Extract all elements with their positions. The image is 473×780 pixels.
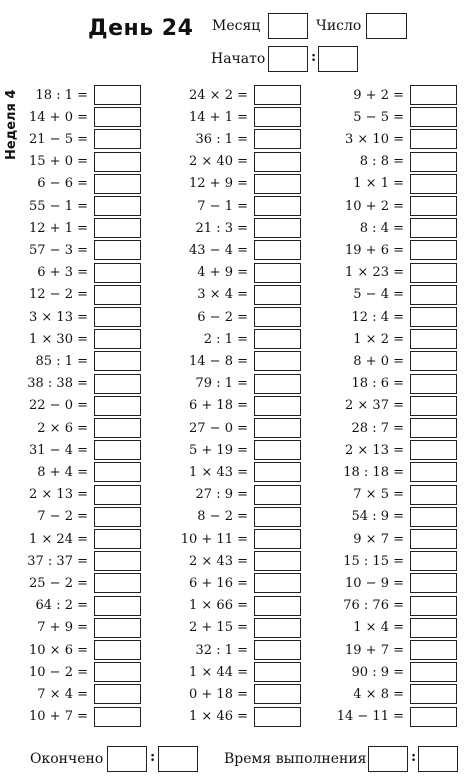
- problem-row: [318, 551, 457, 571]
- problem-row: [318, 684, 457, 704]
- answer-box[interactable]: [254, 85, 301, 105]
- answer-box[interactable]: [410, 396, 457, 416]
- answer-box[interactable]: [410, 618, 457, 638]
- answer-box[interactable]: [94, 440, 141, 460]
- problem-expression: 3 × 4 =: [197, 287, 248, 303]
- problem-row: [318, 240, 457, 260]
- problem-row: [318, 129, 457, 149]
- finished-label: Окончено: [30, 751, 104, 767]
- finished-hours-field[interactable]: [107, 746, 147, 772]
- problem-expression: 3 × 13 =: [29, 309, 88, 325]
- problem-expression: 31 − 4 =: [29, 442, 88, 458]
- problem-expression: 1 × 46 =: [189, 709, 248, 725]
- problem-expression: 22 − 0 =: [29, 398, 88, 414]
- answer-box[interactable]: [410, 307, 457, 327]
- answer-box[interactable]: [94, 129, 141, 149]
- problem-row: [162, 440, 301, 460]
- problem-expression: 90 : 9 =: [351, 664, 404, 680]
- problem-expression: 1 × 66 =: [189, 598, 248, 614]
- answer-box[interactable]: [254, 529, 301, 549]
- problem-row: [2, 529, 141, 549]
- problem-row: [2, 596, 141, 616]
- problem-row: [162, 596, 301, 616]
- problem-row: [318, 218, 457, 238]
- problem-expression: 6 + 16 =: [189, 575, 248, 591]
- answer-box[interactable]: [94, 485, 141, 505]
- problem-row: [162, 263, 301, 283]
- problem-expression: 85 : 1 =: [35, 353, 88, 369]
- problem-row: [162, 462, 301, 482]
- problem-expression: 25 − 2 =: [29, 575, 88, 591]
- problem-expression: 6 + 18 =: [189, 398, 248, 414]
- answer-box[interactable]: [410, 462, 457, 482]
- problem-expression: 1 × 24 =: [29, 531, 88, 547]
- problem-row: [318, 263, 457, 283]
- problem-row: [162, 351, 301, 371]
- problem-row: [162, 218, 301, 238]
- problem-expression: 19 + 6 =: [345, 242, 404, 258]
- answer-box[interactable]: [410, 418, 457, 438]
- answer-box[interactable]: [94, 374, 141, 394]
- problem-expression: 4 + 9 =: [197, 265, 248, 281]
- answer-box[interactable]: [94, 285, 141, 305]
- answer-box[interactable]: [254, 285, 301, 305]
- time-colon: :: [411, 749, 417, 765]
- date-field[interactable]: [366, 13, 407, 39]
- problem-row: [162, 329, 301, 349]
- problem-expression: 1 × 44 =: [189, 664, 248, 680]
- answer-box[interactable]: [254, 129, 301, 149]
- problem-row: [2, 573, 141, 593]
- problem-expression: 55 − 1 =: [29, 198, 88, 214]
- problem-expression: 1 × 2 =: [353, 331, 404, 347]
- problem-row: [318, 462, 457, 482]
- problem-expression: 12 : 4 =: [351, 309, 404, 325]
- answer-box[interactable]: [94, 396, 141, 416]
- answer-box[interactable]: [410, 196, 457, 216]
- problem-row: [2, 107, 141, 127]
- answer-box[interactable]: [254, 596, 301, 616]
- problem-expression: 5 − 5 =: [353, 109, 404, 125]
- problem-row: [318, 640, 457, 660]
- problem-expression: 14 − 8 =: [189, 353, 248, 369]
- answer-box[interactable]: [94, 85, 141, 105]
- problem-expression: 24 × 2 =: [189, 87, 248, 103]
- answer-box[interactable]: [94, 507, 141, 527]
- problem-expression: 12 + 1 =: [29, 220, 88, 236]
- answer-box[interactable]: [254, 307, 301, 327]
- answer-box[interactable]: [410, 707, 457, 727]
- problem-row: [318, 573, 457, 593]
- problem-expression: 15 : 15 =: [343, 553, 404, 569]
- problem-row: [162, 618, 301, 638]
- answer-box[interactable]: [410, 485, 457, 505]
- problem-expression: 8 − 2 =: [197, 509, 248, 525]
- answer-box[interactable]: [94, 573, 141, 593]
- problem-row: [162, 240, 301, 260]
- problem-row: [318, 351, 457, 371]
- problem-expression: 9 + 2 =: [353, 87, 404, 103]
- problem-row: [162, 551, 301, 571]
- problem-expression: 27 − 0 =: [189, 420, 248, 436]
- problem-row: [2, 218, 141, 238]
- started-minutes-field[interactable]: [318, 46, 358, 72]
- problem-row: [318, 529, 457, 549]
- problem-expression: 3 × 10 =: [345, 131, 404, 147]
- answer-box[interactable]: [410, 329, 457, 349]
- problem-row: [162, 129, 301, 149]
- problem-row: [162, 396, 301, 416]
- problem-expression: 1 × 4 =: [353, 620, 404, 636]
- answer-box[interactable]: [410, 440, 457, 460]
- problem-row: [318, 440, 457, 460]
- answer-box[interactable]: [254, 462, 301, 482]
- answer-box[interactable]: [410, 662, 457, 682]
- answer-box[interactable]: [254, 396, 301, 416]
- answer-box[interactable]: [410, 285, 457, 305]
- problem-expression: 1 × 43 =: [189, 464, 248, 480]
- problem-row: [2, 129, 141, 149]
- answer-box[interactable]: [94, 240, 141, 260]
- answer-box[interactable]: [94, 196, 141, 216]
- problem-expression: 4 × 8 =: [353, 686, 404, 702]
- problem-expression: 8 : 4 =: [359, 220, 404, 236]
- problem-expression: 10 − 2 =: [29, 664, 88, 680]
- problem-row: [318, 707, 457, 727]
- problem-row: [2, 462, 141, 482]
- date-label: Число: [316, 18, 362, 34]
- answer-box[interactable]: [254, 507, 301, 527]
- problem-row: [2, 662, 141, 682]
- problem-expression: 36 : 1 =: [195, 131, 248, 147]
- problem-expression: 6 − 2 =: [197, 309, 248, 325]
- problem-row: [318, 152, 457, 172]
- problem-expression: 37 : 37 =: [27, 553, 88, 569]
- problem-expression: 12 + 9 =: [189, 176, 248, 192]
- problem-expression: 8 + 4 =: [37, 464, 88, 480]
- answer-box[interactable]: [410, 374, 457, 394]
- problem-row: [318, 662, 457, 682]
- week-label: Неделя 4: [4, 89, 19, 160]
- answer-box[interactable]: [410, 107, 457, 127]
- answer-box[interactable]: [94, 263, 141, 283]
- answer-box[interactable]: [94, 707, 141, 727]
- answer-box[interactable]: [410, 684, 457, 704]
- problem-row: [162, 174, 301, 194]
- answer-box[interactable]: [410, 240, 457, 260]
- problem-row: [2, 507, 141, 527]
- answer-box[interactable]: [94, 107, 141, 127]
- problem-expression: 18 : 1 =: [35, 87, 88, 103]
- problem-row: [162, 662, 301, 682]
- answer-box[interactable]: [410, 152, 457, 172]
- problem-row: [318, 507, 457, 527]
- problem-row: [318, 85, 457, 105]
- month-field[interactable]: [268, 13, 308, 39]
- problem-row: [2, 196, 141, 216]
- problem-row: [162, 285, 301, 305]
- problem-expression: 12 − 2 =: [29, 287, 88, 303]
- answer-box[interactable]: [254, 174, 301, 194]
- problem-expression: 15 + 0 =: [29, 154, 88, 170]
- answer-box[interactable]: [254, 107, 301, 127]
- problem-expression: 2 × 37 =: [345, 398, 404, 414]
- problem-row: [2, 707, 141, 727]
- page-title: День 24: [88, 16, 194, 41]
- problem-expression: 2 : 1 =: [203, 331, 248, 347]
- finished-colon: :: [150, 749, 156, 765]
- answer-box[interactable]: [94, 462, 141, 482]
- problem-row: [162, 196, 301, 216]
- answer-box[interactable]: [94, 684, 141, 704]
- answer-box[interactable]: [410, 529, 457, 549]
- answer-box[interactable]: [254, 329, 301, 349]
- problem-expression: 9 × 7 =: [353, 531, 404, 547]
- problem-expression: 2 + 15 =: [189, 620, 248, 636]
- problem-expression: 10 + 7 =: [29, 709, 88, 725]
- problem-row: [2, 396, 141, 416]
- problem-expression: 1 × 23 =: [345, 265, 404, 281]
- problem-row: [2, 329, 141, 349]
- problem-row: [162, 640, 301, 660]
- answer-box[interactable]: [410, 263, 457, 283]
- answer-box[interactable]: [410, 218, 457, 238]
- problem-expression: 54 : 9 =: [351, 509, 404, 525]
- problem-expression: 7 − 2 =: [37, 509, 88, 525]
- answer-box[interactable]: [410, 85, 457, 105]
- time-hours-field[interactable]: [368, 746, 408, 772]
- problem-row: [2, 551, 141, 571]
- problem-row: [318, 107, 457, 127]
- answer-box[interactable]: [94, 174, 141, 194]
- problem-expression: 27 : 9 =: [195, 487, 248, 503]
- answer-box[interactable]: [410, 351, 457, 371]
- answer-box[interactable]: [254, 618, 301, 638]
- problem-expression: 7 × 5 =: [353, 487, 404, 503]
- problem-row: [318, 396, 457, 416]
- answer-box[interactable]: [410, 129, 457, 149]
- problem-row: [162, 374, 301, 394]
- problem-row: [318, 618, 457, 638]
- problem-row: [2, 85, 141, 105]
- problem-row: [2, 263, 141, 283]
- answer-box[interactable]: [410, 174, 457, 194]
- problem-row: [162, 507, 301, 527]
- answer-box[interactable]: [94, 596, 141, 616]
- problem-row: [2, 174, 141, 194]
- problem-expression: 18 : 6 =: [351, 376, 404, 392]
- problem-row: [162, 418, 301, 438]
- answer-box[interactable]: [254, 263, 301, 283]
- answer-box[interactable]: [94, 529, 141, 549]
- problem-expression: 7 × 4 =: [37, 686, 88, 702]
- answer-box[interactable]: [410, 596, 457, 616]
- problem-row: [2, 152, 141, 172]
- time-minutes-field[interactable]: [418, 746, 458, 772]
- answer-box[interactable]: [94, 351, 141, 371]
- month-label: Месяц: [212, 18, 261, 34]
- problem-row: [162, 85, 301, 105]
- problem-expression: 6 + 3 =: [37, 265, 88, 281]
- problem-row: [2, 240, 141, 260]
- problem-expression: 28 : 7 =: [351, 420, 404, 436]
- answer-box[interactable]: [94, 418, 141, 438]
- problem-row: [2, 418, 141, 438]
- problem-expression: 38 : 38 =: [27, 376, 88, 392]
- problem-row: [318, 374, 457, 394]
- answer-box[interactable]: [94, 662, 141, 682]
- problem-expression: 2 × 40 =: [189, 154, 248, 170]
- problem-expression: 2 × 43 =: [189, 553, 248, 569]
- problem-row: [162, 107, 301, 127]
- problem-row: [318, 596, 457, 616]
- answer-box[interactable]: [254, 551, 301, 571]
- problem-expression: 21 : 3 =: [195, 220, 248, 236]
- problem-row: [2, 618, 141, 638]
- answer-box[interactable]: [254, 196, 301, 216]
- answer-box[interactable]: [254, 240, 301, 260]
- answer-box[interactable]: [254, 707, 301, 727]
- problem-expression: 21 − 5 =: [29, 131, 88, 147]
- problem-expression: 2 × 13 =: [29, 487, 88, 503]
- problem-row: [2, 640, 141, 660]
- problem-expression: 14 + 1 =: [189, 109, 248, 125]
- problem-expression: 1 × 1 =: [353, 176, 404, 192]
- problem-row: [162, 684, 301, 704]
- problem-expression: 5 − 4 =: [353, 287, 404, 303]
- problem-expression: 5 + 19 =: [189, 442, 248, 458]
- answer-box[interactable]: [254, 640, 301, 660]
- answer-box[interactable]: [254, 440, 301, 460]
- problem-row: [318, 418, 457, 438]
- answer-box[interactable]: [254, 218, 301, 238]
- answer-box[interactable]: [94, 640, 141, 660]
- problem-row: [162, 152, 301, 172]
- started-label: Начато: [211, 51, 266, 67]
- problem-row: [318, 485, 457, 505]
- problem-expression: 10 − 9 =: [345, 575, 404, 591]
- answer-box[interactable]: [410, 640, 457, 660]
- answer-box[interactable]: [254, 351, 301, 371]
- problem-row: [2, 684, 141, 704]
- problem-row: [162, 529, 301, 549]
- problem-expression: 19 + 7 =: [345, 642, 404, 658]
- problem-expression: 32 : 1 =: [195, 642, 248, 658]
- problem-expression: 7 − 1 =: [197, 198, 248, 214]
- answer-box[interactable]: [410, 573, 457, 593]
- problem-row: [2, 307, 141, 327]
- problem-expression: 14 − 11 =: [336, 709, 404, 725]
- problem-expression: 8 + 0 =: [353, 353, 404, 369]
- problem-row: [318, 196, 457, 216]
- problem-expression: 0 + 18 =: [189, 686, 248, 702]
- answer-box[interactable]: [94, 618, 141, 638]
- answer-box[interactable]: [94, 307, 141, 327]
- problem-expression: 10 + 2 =: [345, 198, 404, 214]
- problem-row: [2, 285, 141, 305]
- problem-expression: 7 + 9 =: [37, 620, 88, 636]
- answer-box[interactable]: [254, 485, 301, 505]
- problem-expression: 10 + 11 =: [180, 531, 248, 547]
- problem-expression: 14 + 0 =: [29, 109, 88, 125]
- problem-expression: 2 × 6 =: [37, 420, 88, 436]
- problem-row: [162, 485, 301, 505]
- answer-box[interactable]: [94, 329, 141, 349]
- answer-box[interactable]: [94, 551, 141, 571]
- answer-box[interactable]: [254, 684, 301, 704]
- answer-box[interactable]: [254, 152, 301, 172]
- problem-expression: 1 × 30 =: [29, 331, 88, 347]
- problem-expression: 18 : 18 =: [343, 464, 404, 480]
- problem-expression: 6 − 6 =: [37, 176, 88, 192]
- answer-box[interactable]: [254, 662, 301, 682]
- problem-row: [2, 440, 141, 460]
- answer-box[interactable]: [254, 573, 301, 593]
- started-hours-field[interactable]: [268, 46, 308, 72]
- problem-row: [318, 285, 457, 305]
- problem-expression: 64 : 2 =: [35, 598, 88, 614]
- finished-minutes-field[interactable]: [158, 746, 198, 772]
- problem-row: [2, 374, 141, 394]
- problem-row: [162, 573, 301, 593]
- problem-expression: 79 : 1 =: [195, 376, 248, 392]
- answer-box[interactable]: [94, 218, 141, 238]
- answer-box[interactable]: [254, 418, 301, 438]
- answer-box[interactable]: [94, 152, 141, 172]
- problem-row: [318, 174, 457, 194]
- answer-box[interactable]: [410, 507, 457, 527]
- answer-box[interactable]: [410, 551, 457, 571]
- problem-row: [162, 707, 301, 727]
- problem-row: [2, 351, 141, 371]
- problem-row: [2, 485, 141, 505]
- problem-expression: 43 − 4 =: [189, 242, 248, 258]
- answer-box[interactable]: [254, 374, 301, 394]
- time-label: Время выполнения: [224, 751, 367, 767]
- problem-expression: 76 : 76 =: [343, 598, 404, 614]
- problem-row: [318, 329, 457, 349]
- started-colon: :: [311, 49, 317, 65]
- problem-expression: 2 × 13 =: [345, 442, 404, 458]
- problem-row: [162, 307, 301, 327]
- problem-expression: 57 − 3 =: [29, 242, 88, 258]
- problem-row: [318, 307, 457, 327]
- problem-expression: 10 × 6 =: [29, 642, 88, 658]
- problem-expression: 8 : 8 =: [359, 154, 404, 170]
